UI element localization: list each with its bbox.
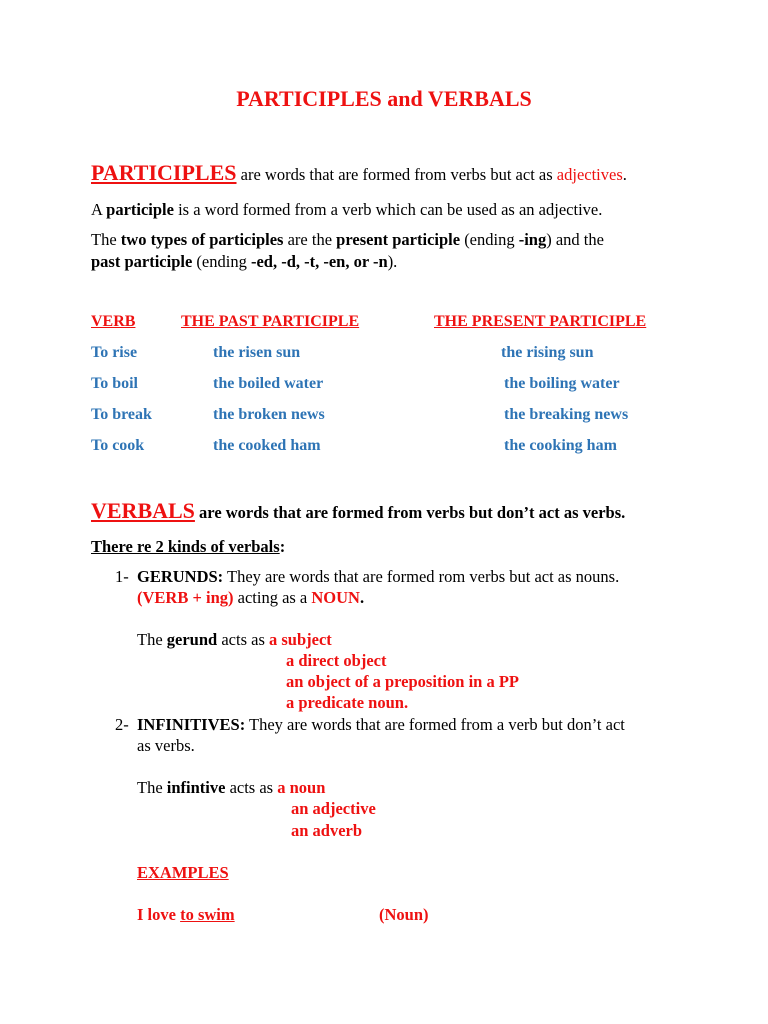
gerund-acts-3: acts as (217, 630, 269, 649)
gerund-acts-2: gerund (166, 630, 218, 649)
infinitive-role: a noun (277, 778, 326, 797)
page-title: PARTICIPLES and VERBALS (236, 86, 532, 111)
table-cell-present: the breaking news (504, 406, 629, 423)
infinitives-desc-cont: as verbs. (137, 736, 195, 755)
gerund-role: a subject (269, 630, 332, 649)
types-5: (ending (460, 230, 519, 249)
table-cell-present: the boiling water (504, 375, 620, 392)
gerunds-desc: They are words that are formed rom verbs but act as nouns. (223, 567, 620, 586)
table-cell-present: the rising sun (501, 344, 594, 361)
gerund-role: a direct object (286, 651, 387, 670)
header-verb: VERB (91, 313, 136, 330)
table-cell-past: the broken news (213, 406, 325, 423)
table-cell-past: the risen sun (213, 344, 301, 361)
infinitives-number: 2- (115, 715, 129, 734)
gerunds-formula-mid: acting as a (233, 588, 312, 607)
participle-definition (91, 199, 677, 221)
participles-heading: PARTICIPLES (91, 160, 237, 185)
types-9: (ending (192, 252, 251, 271)
infinitive-acts (137, 777, 325, 799)
def-term: participle (106, 200, 174, 219)
header-present-participle: THE PRESENT PARTICIPLE (434, 313, 647, 330)
def-rest: is a word formed from a verb which can be used as an adjective. (173, 200, 603, 219)
example-1-role: (Noun) (379, 905, 429, 924)
table-cell-present: the cooking ham (504, 437, 617, 454)
participles-intro (91, 162, 677, 186)
infinitives-desc: They are words that are formed from a verb but don’t act (245, 715, 625, 734)
participle-types-cont (91, 251, 677, 273)
gerunds-number: 1- (115, 567, 129, 586)
gerunds-formula (137, 587, 364, 609)
table-cell-verb: To boil (91, 375, 138, 392)
types-6: -ing (518, 230, 547, 249)
infinitive-acts-2: infintive (166, 778, 226, 797)
gerund-acts (137, 629, 332, 651)
participle-types (91, 229, 677, 251)
table-cell-past: the cooked ham (213, 437, 321, 454)
gerunds-formula-noun: NOUN (311, 588, 360, 607)
types-3: are the (283, 230, 337, 249)
infinitives-line (137, 714, 625, 736)
table-cell-verb: To rise (91, 344, 138, 361)
gerund-role: a predicate noun. (286, 693, 409, 712)
example-1 (137, 904, 235, 926)
verbals-kinds (91, 536, 677, 558)
example-1-underlined: to swim (180, 905, 235, 924)
table-cell-verb: To break (91, 406, 152, 423)
types-2: two types of participles (120, 230, 284, 249)
verbals-intro-text: are words that are formed from verbs but don’t act as verbs. (194, 503, 626, 522)
gerunds-label: GERUNDS: (137, 567, 224, 586)
gerund-acts-1: The (137, 630, 167, 649)
example-1-pre: I love (137, 905, 181, 924)
infinitive-role: an adverb (291, 821, 363, 840)
infinitive-acts-3: acts as (225, 778, 278, 797)
infinitive-role: an adjective (291, 799, 376, 818)
gerunds-formula-end: . (359, 588, 365, 607)
intro-end: . (622, 165, 627, 184)
verbals-intro (91, 500, 677, 524)
adjectives-term: adjectives (556, 165, 623, 184)
infinitives-label: INFINITIVES: (137, 715, 246, 734)
gerunds-line (137, 566, 677, 588)
infinitive-acts-1: The (137, 778, 167, 797)
gerunds-formula-red: (VERB + ing) (137, 588, 234, 607)
kinds-colon: : (279, 537, 286, 556)
verbals-heading: VERBALS (91, 498, 195, 523)
header-past-participle: THE PAST PARTICIPLE (181, 313, 360, 330)
examples-heading: EXAMPLES (137, 863, 229, 882)
types-11: ). (387, 252, 398, 271)
gerund-role: an object of a preposition in a PP (286, 672, 519, 691)
types-4: present participle (336, 230, 461, 249)
types-10: -ed, -d, -t, -en, or -n (250, 252, 388, 271)
table-cell-past: the boiled water (213, 375, 324, 392)
types-8: past participle (91, 252, 193, 271)
table-cell-verb: To cook (91, 437, 145, 454)
kinds-text: There re 2 kinds of verbals (91, 537, 280, 556)
def-a: A (91, 200, 107, 219)
types-1: The (91, 230, 121, 249)
types-7: ) and the (546, 230, 604, 249)
participles-intro-text: are words that are formed from verbs but act as (236, 165, 557, 184)
